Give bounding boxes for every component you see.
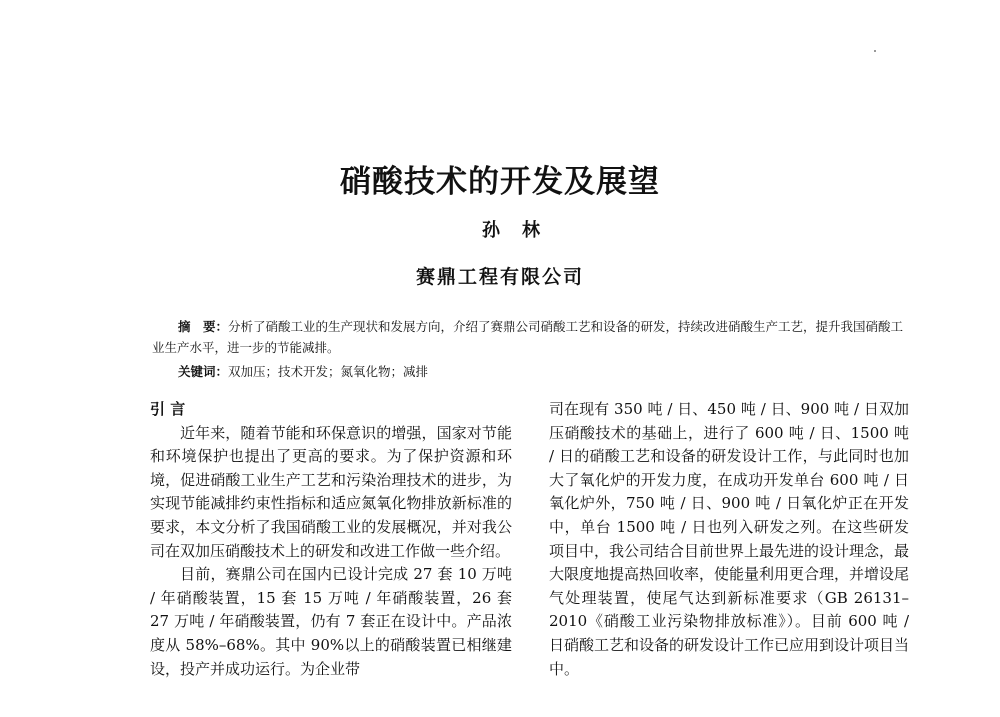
left-column xyxy=(150,398,512,681)
right-column xyxy=(549,398,909,681)
abstract-text: 分析了硝酸工业的生产现状和发展方向，介绍了赛鼎公司硝酸工艺和设备的研发，持续改进硝酸生产工艺，提升我国硝酸工业生产水平，进一步的节能减排。 xyxy=(152,319,904,355)
keywords-label: 关键词： xyxy=(178,364,229,379)
author-name: 孙林 xyxy=(482,220,562,241)
keywords-text: 双加压；技术开发；氮氧化物；减排 xyxy=(228,364,429,379)
abstract xyxy=(152,316,912,358)
body-paragraph: 近年来，随着节能和环保意识的增强，国家对节能和环境保护也提出了更高的要求。为了保护资源和环境，促进硝酸工业生产工艺和污染治理技术的进步，为实现节能减排约束性指标和适应氮氧化物排放新标准的要求，本文分析了我国硝酸工业的发展概况，并对我公司在双加压硝酸技术上的研发和改进工作做一些介绍。 xyxy=(150,423,512,560)
paper-title: 硝酸技术的开发及展望 xyxy=(340,164,660,200)
body-paragraph: 目前，赛鼎公司在国内已设计完成 27 套 10 万吨 / 年硝酸装置，15 套 15 万吨 / 年硝酸装置，26 套 27 万吨 / 年硝酸装置，仍有 7 套正在设计中。产品浓度从 58%–68%。其中 90%以上的硝酸装置已相继建设，投产并成功运行。为企业带 xyxy=(150,565,512,678)
author-affiliation: 赛鼎工程有限公司 xyxy=(415,266,584,288)
keywords xyxy=(178,362,878,382)
body-paragraph: 司在现有 350 吨 / 日、450 吨 / 日、900 吨 / 日双加压硝酸技术的基础上，进行了 600 吨 / 日、1500 吨 / 日的硝酸工艺和设备的研发设计工作，与此同时也加大了氧化炉的开发力度，在成功开发单台 600 吨 / 日氧化炉外，750 吨 / 日、900 吨 / 日氧化炉正在开发中，单台 1500 吨 / 日也列入研发之列。在这些研发项目中，我公司结合目前世界上最先进的设计理念，最大限度地提高热回收率，使能量利用更合理，并增设尾气处理装置，使尾气达到新标准要求（GB 26131–2010《硝酸工业污染物排放标准》）。目前 600 吨 / 日硝酸工艺和设备的研发设计工作已应用到设计项目当中。 xyxy=(549,400,910,678)
scan-speck xyxy=(874,50,876,52)
abstract-label: 摘 要： xyxy=(178,319,229,334)
section-heading-introduction: 引 言 xyxy=(150,400,186,418)
